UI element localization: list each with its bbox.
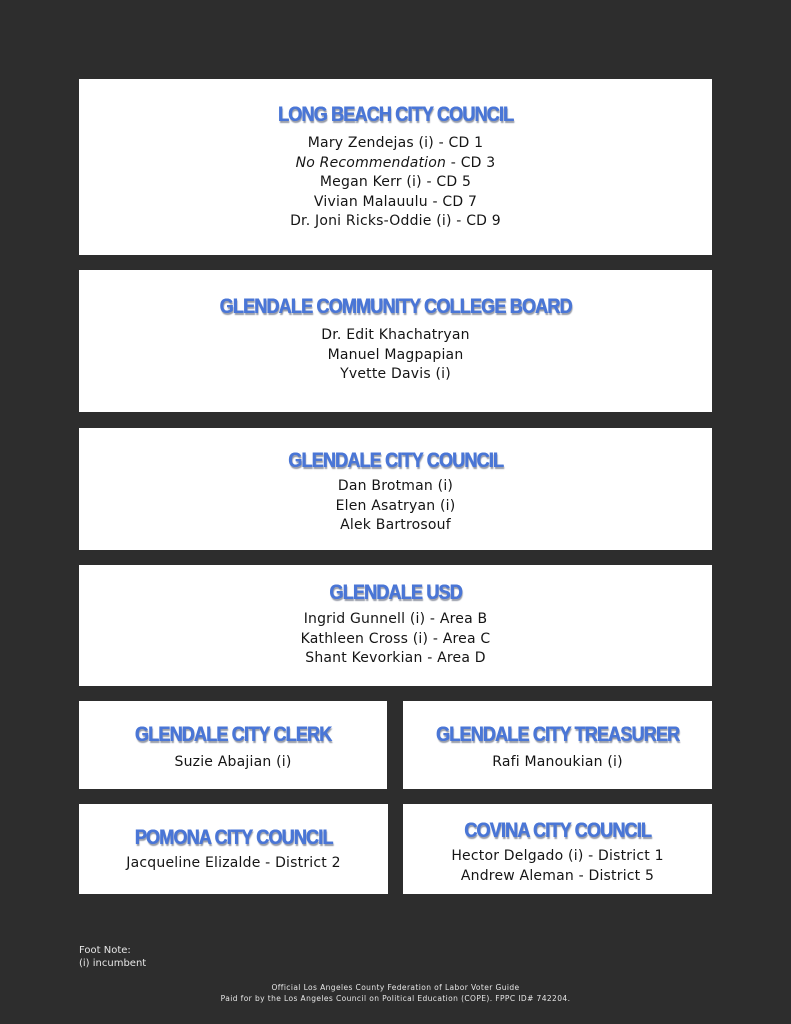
long-beach-city-council-title: LONG BEACH CITY COUNCIL bbox=[277, 102, 514, 126]
covina-city-council-title: COVINA CITY COUNCIL bbox=[464, 818, 651, 842]
glendale-city-council-title: GLENDALE CITY COUNCIL bbox=[288, 448, 503, 472]
candidate-line: Mary Zendejas (i) - CD 1 bbox=[307, 135, 484, 151]
covina-city-council-card bbox=[403, 804, 712, 894]
footnote bbox=[79, 944, 146, 970]
candidate-line: Andrew Aleman - District 5 bbox=[460, 867, 655, 884]
footer-line-2: Paid for by the Los Angeles Council on Political Education (COPE). FPPC ID# 742204. bbox=[220, 994, 571, 1003]
no-recommendation-text: No Recommendation bbox=[295, 154, 447, 171]
candidate-line: Suzie Abajian (i) bbox=[174, 754, 292, 770]
glendale-city-council-card bbox=[79, 428, 712, 550]
glendale-city-treasurer-title: GLENDALE CITY TREASURER bbox=[435, 722, 680, 746]
glendale-usd-title: GLENDALE USD bbox=[329, 580, 462, 604]
candidate-line: Dr. Joni Ricks-Oddie (i) - CD 9 bbox=[290, 213, 501, 229]
candidate-line: Ingrid Gunnell (i) - Area B bbox=[303, 611, 488, 627]
candidate-line: Elen Asatryan (i) bbox=[335, 497, 456, 514]
footnote-label: Foot Note: bbox=[79, 945, 131, 956]
page-footer bbox=[0, 982, 791, 1004]
candidate-line: Dan Brotman (i) bbox=[337, 478, 454, 494]
candidate-line: Manuel Magpapian bbox=[327, 346, 464, 363]
glendale-usd-card bbox=[79, 565, 712, 686]
pomona-city-council-title: POMONA CITY COUNCIL bbox=[134, 825, 333, 849]
candidate-line: Vivian Malauulu - CD 7 bbox=[313, 193, 478, 210]
footer-line-1: Official Los Angeles County Federation of Labor Voter Guide bbox=[271, 983, 520, 992]
candidate-line: Shant Kevorkian - Area D bbox=[305, 650, 486, 666]
glendale-city-clerk-card bbox=[79, 701, 387, 789]
pomona-city-council-card bbox=[79, 804, 388, 894]
glendale-city-treasurer-card bbox=[403, 701, 712, 789]
candidate-line: Kathleen Cross (i) - Area C bbox=[300, 630, 491, 647]
candidate-line: Dr. Edit Khachatryan bbox=[321, 327, 470, 343]
glendale-community-college-board-title: GLENDALE COMMUNITY COLLEGE BOARD bbox=[219, 294, 572, 318]
candidate-line: Jacqueline Elizalde - District 2 bbox=[126, 855, 341, 871]
glendale-city-clerk-title: GLENDALE CITY CLERK bbox=[134, 722, 332, 746]
footnote-text: (i) incumbent bbox=[79, 958, 147, 969]
candidate-line: Rafi Manoukian (i) bbox=[492, 754, 623, 770]
candidate-line: Alek Bartrosouf bbox=[340, 517, 451, 533]
candidate-line: Megan Kerr (i) - CD 5 bbox=[319, 174, 472, 190]
candidate-line: Yvette Davis (i) bbox=[340, 366, 451, 382]
long-beach-city-council-card bbox=[79, 79, 712, 255]
glendale-community-college-board-card bbox=[79, 270, 712, 412]
candidate-line: Hector Delgado (i) - District 1 bbox=[451, 848, 664, 864]
candidate-line: No Recommendation - CD 3 bbox=[295, 154, 496, 171]
